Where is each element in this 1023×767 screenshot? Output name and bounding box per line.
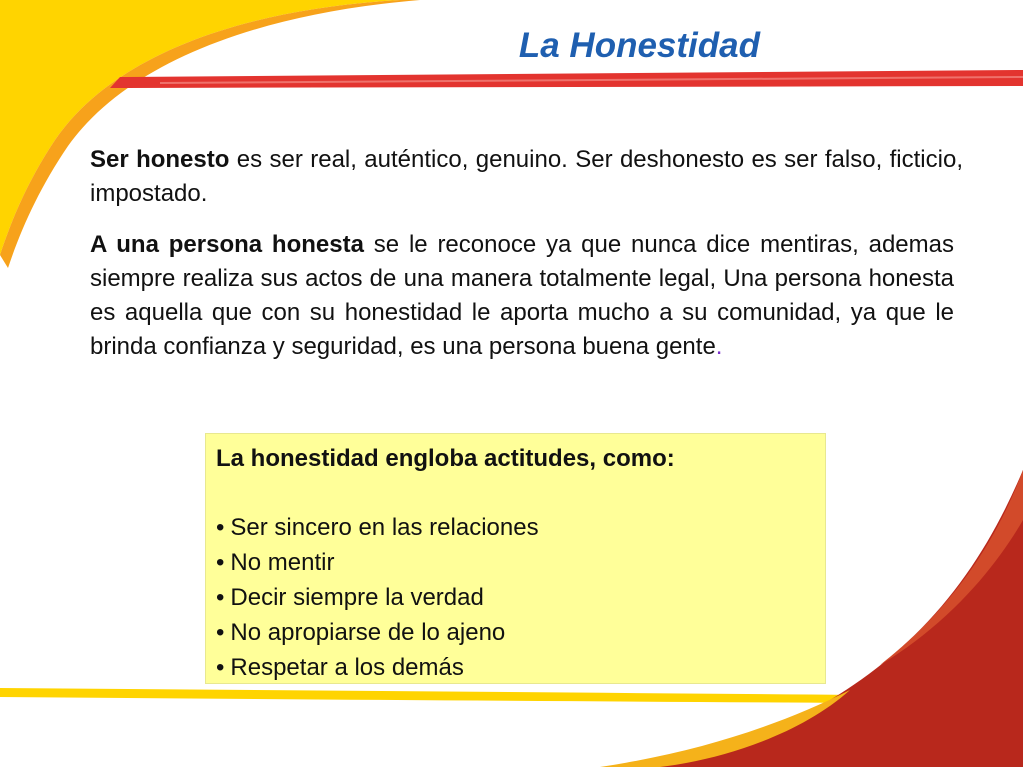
list-item bbox=[216, 545, 815, 580]
list-item-text: No mentir bbox=[230, 549, 335, 576]
paragraph-definition bbox=[90, 143, 963, 211]
attitudes-list bbox=[216, 510, 815, 685]
attitudes-box bbox=[205, 433, 826, 684]
list-item-text: Respetar a los demás bbox=[230, 654, 464, 681]
list-item bbox=[216, 615, 815, 650]
title-underline-red bbox=[110, 70, 1023, 88]
bullet-icon: • bbox=[216, 619, 225, 646]
bottom-yellow-line bbox=[0, 688, 860, 703]
bullet-icon: • bbox=[216, 654, 225, 681]
list-item bbox=[216, 650, 815, 685]
bullet-icon: • bbox=[216, 584, 225, 611]
bullet-icon: • bbox=[216, 549, 225, 576]
attitudes-heading: La honestidad engloba actitudes, como: bbox=[216, 445, 675, 472]
list-item bbox=[216, 580, 815, 615]
paragraph-description bbox=[90, 228, 954, 364]
bullet-icon: • bbox=[216, 514, 225, 541]
list-item bbox=[216, 510, 815, 545]
paragraph-definition-bold: Ser honesto bbox=[90, 146, 230, 173]
list-item-text: Ser sincero en las relaciones bbox=[230, 514, 539, 541]
paragraph-description-bold: A una persona honesta bbox=[90, 231, 364, 258]
slide-title: La Honestidad bbox=[518, 26, 760, 65]
list-item-text: Decir siempre la verdad bbox=[230, 584, 484, 611]
list-item-text: No apropiarse de lo ajeno bbox=[230, 619, 506, 646]
paragraph-description-text: se le reconoce ya que nunca dice mentiras, ademas siempre realiza sus actos de una manera totalmente legal, Una persona honesta es aquella que con su honestidad le aporta mucho a su comunidad, ya que le brinda confianza y seguridad, es una persona buena gente bbox=[90, 231, 954, 360]
paragraph-definition-text: es ser real, auténtico, genuino. Ser deshonesto es ser falso, ficticio, impostado. bbox=[90, 146, 963, 207]
paragraph-description-end: . bbox=[715, 333, 723, 360]
